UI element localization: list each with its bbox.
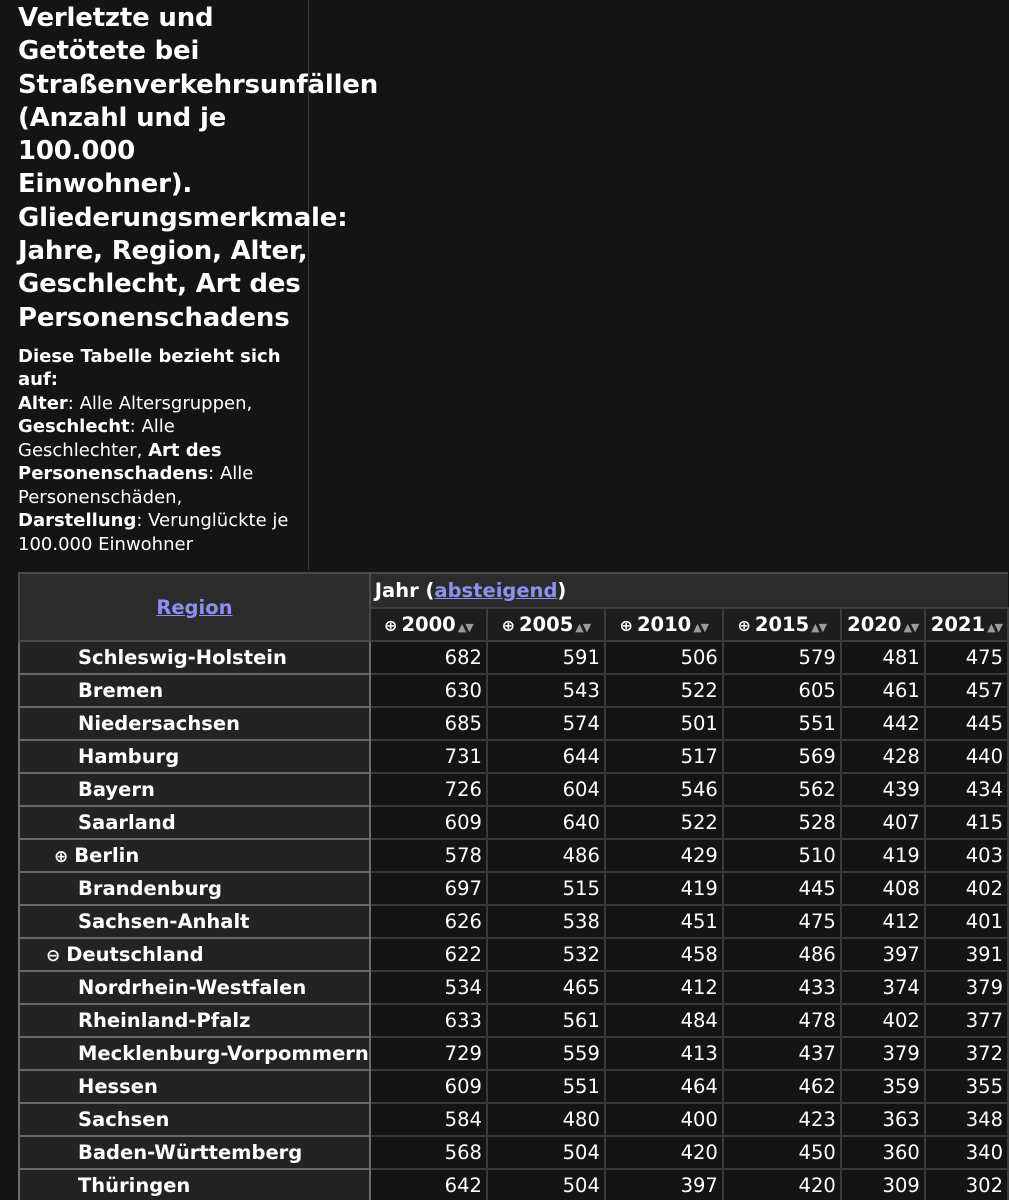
- value-cell-2020: 407: [841, 806, 925, 839]
- data-table: [18, 572, 1009, 1200]
- value-cell-2021: 475: [925, 641, 1008, 674]
- year-header-2000[interactable]: [370, 608, 487, 641]
- value-cell-2010: 522: [605, 806, 723, 839]
- value-cell-2005: 465: [487, 971, 605, 1004]
- value-cell-2015: 605: [723, 674, 841, 707]
- year-header-2010[interactable]: [605, 608, 723, 641]
- value-cell-2015: 510: [723, 839, 841, 872]
- region-label: Baden-Württemberg: [78, 1141, 303, 1164]
- value-cell-2020: 428: [841, 740, 925, 773]
- value-cell-2010: 484: [605, 1004, 723, 1037]
- value-cell-2021: 415: [925, 806, 1008, 839]
- value-cell-2010: 546: [605, 773, 723, 806]
- value-cell-2021: 402: [925, 872, 1008, 905]
- sort-arrows-icon[interactable]: ▲▼: [575, 621, 591, 634]
- value-cell-2020: 359: [841, 1070, 925, 1103]
- value-cell-2021: 401: [925, 905, 1008, 938]
- darstellung-label: Darstellung: [18, 510, 137, 532]
- region-cell[interactable]: [19, 1004, 370, 1037]
- table-row: [19, 971, 1008, 1004]
- value-cell-2005: 561: [487, 1004, 605, 1037]
- value-cell-2010: 501: [605, 707, 723, 740]
- value-cell-2000: 642: [370, 1169, 487, 1200]
- value-cell-2000: 630: [370, 674, 487, 707]
- value-cell-2005: 532: [487, 938, 605, 971]
- region-cell[interactable]: [19, 740, 370, 773]
- value-cell-2021: 440: [925, 740, 1008, 773]
- region-label: Bremen: [78, 679, 164, 702]
- value-cell-2000: 584: [370, 1103, 487, 1136]
- sort-arrows-icon[interactable]: ▲▼: [987, 621, 1002, 634]
- value-cell-2020: 379: [841, 1037, 925, 1070]
- sort-arrows-icon[interactable]: ▲▼: [457, 621, 473, 634]
- sort-arrows-icon[interactable]: ▲▼: [811, 621, 827, 634]
- value-cell-2000: 633: [370, 1004, 487, 1037]
- geschlecht-label: Geschlecht: [18, 416, 130, 438]
- value-cell-2021: 391: [925, 938, 1008, 971]
- table-row: [19, 905, 1008, 938]
- region-label: Saarland: [78, 811, 176, 834]
- value-cell-2010: 458: [605, 938, 723, 971]
- value-cell-2005: 604: [487, 773, 605, 806]
- value-cell-2005: 504: [487, 1169, 605, 1200]
- table-description: [18, 345, 303, 557]
- value-cell-2010: 429: [605, 839, 723, 872]
- value-cell-2005: 480: [487, 1103, 605, 1136]
- page-title: Verletzte und Getötete bei Straßenverkehrsunfällen (Anzahl und je 100.000 Einwohner). Gliederungsmerkmale: Jahre, Region, Alter, Geschlecht, Art des Personenschadens: [18, 3, 379, 333]
- value-cell-2010: 522: [605, 674, 723, 707]
- region-cell[interactable]: [19, 938, 370, 971]
- value-cell-2000: 568: [370, 1136, 487, 1169]
- region-label: Nordrhein-Westfalen: [78, 976, 307, 999]
- region-label: Rheinland-Pfalz: [78, 1009, 251, 1032]
- description-intro: Diese Tabelle bezieht sich auf:: [18, 345, 281, 391]
- region-cell[interactable]: [19, 707, 370, 740]
- value-cell-2000: 626: [370, 905, 487, 938]
- value-cell-2005: 644: [487, 740, 605, 773]
- region-cell[interactable]: [19, 839, 370, 872]
- region-label: Hessen: [78, 1075, 158, 1098]
- value-cell-2021: 403: [925, 839, 1008, 872]
- table-row: [19, 806, 1008, 839]
- value-cell-2010: 420: [605, 1136, 723, 1169]
- value-cell-2021: 372: [925, 1037, 1008, 1070]
- value-cell-2015: 562: [723, 773, 841, 806]
- value-cell-2005: 559: [487, 1037, 605, 1070]
- year-header-2020[interactable]: [841, 608, 925, 641]
- value-cell-2015: 486: [723, 938, 841, 971]
- region-label: Niedersachsen: [78, 712, 240, 735]
- value-cell-2000: 622: [370, 938, 487, 971]
- table-row: [19, 1070, 1008, 1103]
- sort-arrows-icon[interactable]: ▲▼: [903, 621, 919, 634]
- value-cell-2005: 504: [487, 1136, 605, 1169]
- region-sort-link[interactable]: Region: [156, 595, 233, 619]
- region-cell[interactable]: [19, 1136, 370, 1169]
- value-cell-2005: 543: [487, 674, 605, 707]
- value-cell-2015: 420: [723, 1169, 841, 1200]
- region-column-header: [19, 573, 370, 641]
- region-cell[interactable]: [19, 872, 370, 905]
- region-label: Brandenburg: [78, 877, 223, 900]
- year-label: 2000: [401, 613, 456, 636]
- year-label: 2015: [754, 613, 810, 636]
- jahr-close: ): [557, 579, 567, 602]
- value-cell-2020: 481: [841, 641, 925, 674]
- table-row: [19, 740, 1008, 773]
- collapse-icon[interactable]: ⊖: [46, 946, 61, 966]
- region-cell[interactable]: [19, 1103, 370, 1136]
- value-cell-2020: 442: [841, 707, 925, 740]
- value-cell-2005: 538: [487, 905, 605, 938]
- value-cell-2015: 462: [723, 1070, 841, 1103]
- region-cell[interactable]: [19, 773, 370, 806]
- value-cell-2015: 551: [723, 707, 841, 740]
- alter-value: : Alle Altersgruppen,: [67, 392, 253, 414]
- value-cell-2000: 609: [370, 1070, 487, 1103]
- alter-label: Alter: [18, 392, 68, 414]
- value-cell-2010: 413: [605, 1037, 723, 1070]
- value-cell-2010: 419: [605, 872, 723, 905]
- table-row: [19, 872, 1008, 905]
- region-cell[interactable]: [19, 806, 370, 839]
- year-label: 2005: [518, 613, 574, 636]
- value-cell-2020: 412: [841, 905, 925, 938]
- value-cell-2010: 397: [605, 1169, 723, 1200]
- data-table-container: [18, 572, 1009, 1200]
- region-label: Sachsen: [78, 1108, 170, 1131]
- value-cell-2015: 433: [723, 971, 841, 1004]
- value-cell-2015: 528: [723, 806, 841, 839]
- value-cell-2000: 697: [370, 872, 487, 905]
- value-cell-2000: 731: [370, 740, 487, 773]
- value-cell-2005: 574: [487, 707, 605, 740]
- region-cell[interactable]: [19, 1169, 370, 1200]
- sort-arrows-icon[interactable]: ▲▼: [693, 621, 709, 634]
- jahr-label: Jahr (: [374, 579, 435, 602]
- year-label: 2010: [636, 613, 692, 636]
- art-value: : Alle Personenschäden,: [18, 463, 254, 508]
- region-cell[interactable]: [19, 1070, 370, 1103]
- year-header-2021[interactable]: [925, 608, 1008, 641]
- value-cell-2005: 515: [487, 872, 605, 905]
- geschlecht-value: : Alle Geschlechter,: [18, 416, 175, 461]
- value-cell-2005: 486: [487, 839, 605, 872]
- value-cell-2020: 374: [841, 971, 925, 1004]
- table-row: [19, 674, 1008, 707]
- value-cell-2015: 569: [723, 740, 841, 773]
- value-cell-2021: 340: [925, 1136, 1008, 1169]
- region-label: Mecklenburg-Vorpommern: [78, 1042, 369, 1065]
- region-label: Deutschland: [66, 943, 204, 966]
- region-cell[interactable]: [19, 641, 370, 674]
- value-cell-2021: 302: [925, 1169, 1008, 1200]
- value-cell-2015: 475: [723, 905, 841, 938]
- value-cell-2000: 682: [370, 641, 487, 674]
- value-cell-2015: 450: [723, 1136, 841, 1169]
- region-label: Thüringen: [78, 1174, 191, 1197]
- value-cell-2020: 439: [841, 773, 925, 806]
- region-cell[interactable]: [19, 1037, 370, 1070]
- region-label: Hamburg: [78, 745, 180, 768]
- value-cell-2005: 591: [487, 641, 605, 674]
- value-cell-2010: 464: [605, 1070, 723, 1103]
- value-cell-2010: 400: [605, 1103, 723, 1136]
- value-cell-2015: 579: [723, 641, 841, 674]
- table-row: [19, 1103, 1008, 1136]
- value-cell-2020: 419: [841, 839, 925, 872]
- jahr-column-group-header: [370, 573, 1008, 608]
- region-cell[interactable]: [19, 905, 370, 938]
- value-cell-2000: 729: [370, 1037, 487, 1070]
- table-row: [19, 707, 1008, 740]
- value-cell-2000: 609: [370, 806, 487, 839]
- value-cell-2021: 434: [925, 773, 1008, 806]
- expand-icon[interactable]: ⊕: [737, 616, 751, 635]
- value-cell-2015: 445: [723, 872, 841, 905]
- year-label: 2020: [847, 613, 902, 636]
- table-row: [19, 938, 1008, 971]
- region-cell[interactable]: [19, 971, 370, 1004]
- value-cell-2020: 397: [841, 938, 925, 971]
- table-row: [19, 1136, 1008, 1169]
- expand-icon[interactable]: ⊕: [384, 616, 398, 635]
- value-cell-2021: 348: [925, 1103, 1008, 1136]
- value-cell-2015: 423: [723, 1103, 841, 1136]
- value-cell-2020: 461: [841, 674, 925, 707]
- value-cell-2005: 551: [487, 1070, 605, 1103]
- value-cell-2010: 412: [605, 971, 723, 1004]
- table-row: [19, 1037, 1008, 1070]
- value-cell-2010: 506: [605, 641, 723, 674]
- year-header-2015[interactable]: [723, 608, 841, 641]
- table-row: [19, 773, 1008, 806]
- value-cell-2010: 451: [605, 905, 723, 938]
- value-cell-2005: 640: [487, 806, 605, 839]
- value-cell-2000: 726: [370, 773, 487, 806]
- region-label: Berlin: [74, 844, 140, 867]
- expand-icon[interactable]: ⊕: [619, 616, 633, 635]
- jahr-sort-link[interactable]: absteigend: [434, 579, 558, 602]
- table-row: [19, 1169, 1008, 1200]
- year-label: 2021: [930, 613, 986, 636]
- value-cell-2015: 437: [723, 1037, 841, 1070]
- value-cell-2021: 445: [925, 707, 1008, 740]
- value-cell-2020: 408: [841, 872, 925, 905]
- year-header-2005[interactable]: [487, 608, 605, 641]
- value-cell-2015: 478: [723, 1004, 841, 1037]
- value-cell-2010: 517: [605, 740, 723, 773]
- region-label: Schleswig-Holstein: [78, 646, 287, 669]
- region-label: Sachsen-Anhalt: [78, 910, 250, 933]
- value-cell-2020: 402: [841, 1004, 925, 1037]
- expand-icon[interactable]: ⊕: [54, 847, 69, 867]
- art-label: Art des Personenschadens: [18, 439, 222, 485]
- region-cell[interactable]: [19, 674, 370, 707]
- value-cell-2021: 379: [925, 971, 1008, 1004]
- expand-icon[interactable]: ⊕: [501, 616, 515, 635]
- value-cell-2020: 309: [841, 1169, 925, 1200]
- table-header-panel: [0, 0, 379, 570]
- table-row: [19, 641, 1008, 674]
- value-cell-2020: 363: [841, 1103, 925, 1136]
- region-label: Bayern: [78, 778, 155, 801]
- value-cell-2021: 355: [925, 1070, 1008, 1103]
- value-cell-2000: 685: [370, 707, 487, 740]
- table-row: [19, 1004, 1008, 1037]
- value-cell-2000: 534: [370, 971, 487, 1004]
- value-cell-2021: 377: [925, 1004, 1008, 1037]
- value-cell-2020: 360: [841, 1136, 925, 1169]
- darstellung-value: : Verunglückte je 100.000 Einwohner: [18, 510, 289, 555]
- value-cell-2000: 578: [370, 839, 487, 872]
- table-row: [19, 839, 1008, 872]
- value-cell-2021: 457: [925, 674, 1008, 707]
